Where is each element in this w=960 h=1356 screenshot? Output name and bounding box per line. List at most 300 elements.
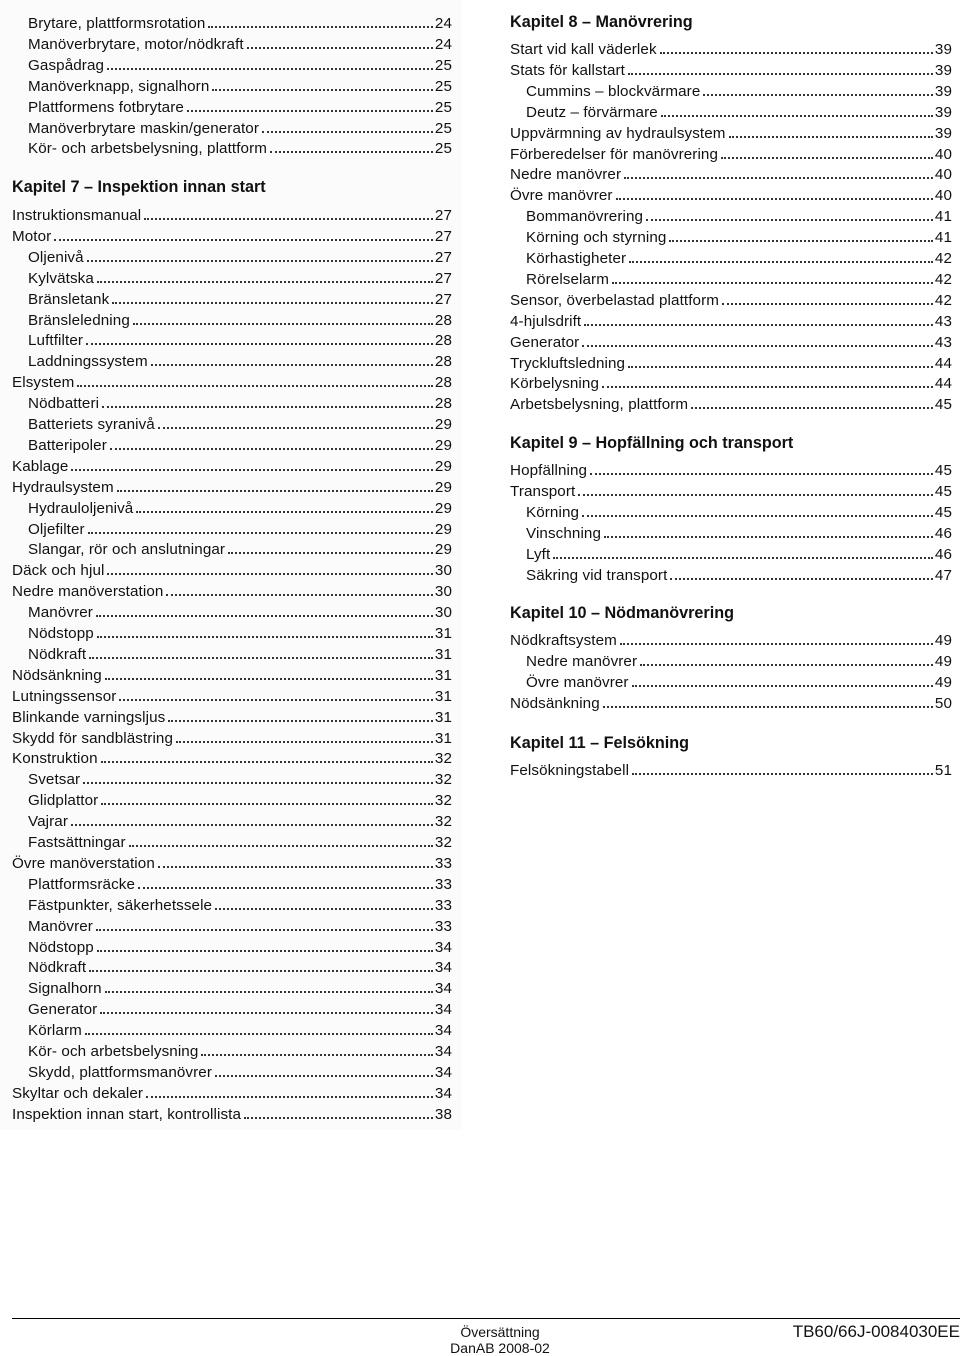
toc-entry: [12, 496, 452, 517]
toc-leader-dots: [176, 741, 433, 743]
toc-entry-title: Hydrauloljenivå: [28, 499, 134, 517]
toc-leader-dots: [616, 198, 933, 200]
toc-leader-dots: [632, 773, 933, 775]
toc-entry-page-number: 33: [434, 896, 452, 914]
toc-entry: [12, 537, 452, 558]
toc-leader-dots: [624, 177, 933, 179]
toc-entry: [12, 287, 452, 308]
toc-entry-page-number: 30: [434, 562, 452, 580]
toc-entry-title: Nedre manövrer: [510, 166, 622, 184]
toc-entry-title: Arbetsbelysning, plattform: [510, 396, 689, 414]
toc-entry-page-number: 31: [434, 625, 452, 642]
toc-entry-title: Laddningssystem: [28, 353, 148, 371]
toc-entry: [12, 433, 452, 454]
toc-entry-page-number: 27: [434, 248, 452, 266]
toc-entry: [510, 288, 952, 309]
toc-entry-page-number: 28: [434, 374, 452, 392]
toc-entry-page-number: 31: [434, 708, 452, 726]
toc-leader-dots: [54, 239, 433, 241]
toc-entry: [12, 116, 452, 137]
toc-entry-title: Stats för kallstart: [510, 61, 625, 79]
toc-leader-dots: [722, 303, 933, 305]
toc-leader-dots: [669, 240, 932, 242]
toc-entry: [12, 830, 452, 851]
toc-leader-dots: [603, 706, 933, 708]
toc-entry: [12, 11, 452, 32]
toc-entry-title: Skyltar och dekaler: [12, 1084, 144, 1102]
toc-leader-dots: [604, 536, 933, 538]
toc-leader-dots: [590, 473, 933, 475]
toc-leader-dots: [83, 782, 433, 784]
toc-entry-page-number: 25: [434, 98, 452, 116]
toc-entry-title: Hydraulsystem: [12, 478, 114, 496]
toc-entry-page-number: 39: [934, 103, 952, 121]
toc-entry-page-number: 25: [434, 119, 452, 137]
toc-entry-page-number: 49: [934, 632, 952, 649]
toc-entry-page-number: 25: [434, 140, 452, 158]
toc-entry-page-number: 42: [934, 270, 952, 288]
toc-leader-dots: [208, 26, 432, 28]
toc-entry-page-number: 28: [434, 332, 452, 350]
toc-entry-title: Svetsar: [28, 771, 81, 789]
toc-entry: [12, 1102, 452, 1123]
toc-leader-dots: [136, 511, 433, 513]
toc-leader-dots: [96, 615, 433, 617]
toc-entry: [12, 349, 452, 370]
toc-entry-page-number: 42: [934, 291, 952, 309]
toc-entry-title: Batteripoler: [28, 436, 107, 454]
toc-entry-title: Manöverbrytare maskin/generator: [28, 119, 260, 137]
toc-leader-dots: [262, 131, 433, 133]
toc-entry-page-number: 32: [434, 834, 452, 851]
toc-entry: [12, 517, 452, 538]
toc-leader-dots: [168, 720, 433, 722]
toc-entry-page-number: 38: [434, 1105, 452, 1123]
toc-leader-dots: [89, 970, 433, 972]
toc-entry-title: Nödkraftsystem: [510, 632, 617, 649]
toc-leader-dots: [553, 557, 933, 559]
toc-entry-page-number: 31: [434, 729, 452, 747]
toc-entry: [510, 628, 952, 649]
toc-entry-page-number: 41: [934, 229, 952, 247]
toc-leader-dots: [102, 406, 433, 408]
footer-divider: [12, 1318, 960, 1319]
toc-leader-dots: [670, 578, 933, 580]
toc-entry: [12, 1060, 452, 1081]
toc-entry: [510, 309, 952, 330]
toc-entry-title: Slangar, rör och anslutningar: [28, 541, 226, 559]
toc-leader-dots: [602, 386, 933, 388]
toc-entry-page-number: 34: [434, 959, 452, 977]
toc-entry-title: Elsystem: [12, 374, 75, 392]
toc-entry-title: Deutz – förvärmare: [526, 103, 658, 121]
toc-leader-dots: [112, 302, 433, 304]
toc-leader-dots: [629, 261, 933, 263]
toc-leader-dots: [640, 664, 933, 666]
toc-entry-page-number: 47: [934, 566, 952, 584]
toc-entry-page-number: 45: [934, 482, 952, 500]
toc-leader-dots: [71, 824, 433, 826]
toc-leader-dots: [660, 52, 933, 54]
toc-leader-dots: [187, 110, 433, 112]
toc-leader-dots: [158, 866, 433, 868]
toc-entry-page-number: 33: [434, 875, 452, 893]
toc-leader-dots: [107, 573, 432, 575]
toc-entry: [12, 851, 452, 872]
toc-entry: [12, 308, 452, 329]
toc-entry-title: Övre manöverstation: [12, 854, 155, 872]
toc-entry: [12, 1039, 452, 1060]
toc-entry-page-number: 29: [434, 457, 452, 475]
toc-entry: [12, 558, 452, 579]
toc-leader-dots: [628, 366, 933, 368]
toc-entry-title: Fästpunkter, säkerhetssele: [28, 896, 213, 914]
toc-entry-title: Körbelysning: [510, 375, 600, 393]
toc-entry-title: Start vid kall väderlek: [510, 41, 657, 58]
toc-entry-title: Nedre manöverstation: [12, 583, 164, 601]
toc-entry-page-number: 34: [434, 1043, 452, 1060]
toc-leader-dots: [628, 73, 933, 75]
toc-entry: [510, 100, 952, 121]
toc-entry-title: Motor: [12, 227, 52, 245]
toc-entry-title: Transport: [510, 482, 576, 500]
toc-entry: [510, 371, 952, 392]
toc-entry: [12, 621, 452, 642]
toc-entry-page-number: 29: [434, 416, 452, 433]
toc-leader-dots: [101, 761, 433, 763]
chapter-11-heading: Kapitel 11 – Felsökning: [510, 734, 690, 752]
toc-entry-title: Körning och styrning: [526, 229, 667, 247]
toc-entry-title: Övre manövrer: [526, 673, 629, 691]
toc-leader-dots: [620, 643, 933, 645]
toc-leader-dots: [729, 136, 933, 138]
toc-entry-title: Plattformsräcke: [28, 875, 135, 893]
toc-entry: [12, 53, 452, 74]
toc-entry: [12, 370, 452, 391]
toc-entry: [12, 726, 452, 747]
toc-entry-title: Förberedelser för manövrering: [510, 145, 719, 163]
toc-entry-page-number: 27: [434, 227, 452, 245]
toc-entry: [510, 563, 952, 584]
toc-leader-dots: [101, 803, 433, 805]
toc-entry-title: Kör- och arbetsbelysning: [28, 1043, 199, 1060]
toc-entry: [12, 1081, 452, 1102]
toc-entry: [12, 955, 452, 976]
toc-leader-dots: [85, 1033, 433, 1035]
toc-leader-dots: [244, 1117, 433, 1119]
toc-entry-title: Övre manövrer: [510, 187, 613, 205]
toc-entry-page-number: 46: [934, 524, 952, 542]
toc-entry-page-number: 24: [434, 35, 452, 53]
toc-entry-title: Batteriets syranivå: [28, 416, 155, 433]
toc-leader-dots: [578, 494, 933, 496]
toc-leader-dots: [100, 1012, 433, 1014]
toc-leader-dots: [201, 1054, 433, 1056]
toc-entry-title: Vinschning: [526, 524, 602, 542]
toc-entry-page-number: 43: [934, 312, 952, 330]
toc-entry-title: Generator: [28, 1001, 98, 1019]
toc-entry: [510, 246, 952, 267]
toc-leader-dots: [119, 699, 433, 701]
toc-entry-page-number: 28: [434, 311, 452, 329]
toc-entry: [510, 542, 952, 563]
toc-entry-title: Felsökningstabell: [510, 762, 630, 779]
toc-leader-dots: [584, 324, 933, 326]
toc-entry-title: Bränsleledning: [28, 311, 130, 329]
toc-entry-page-number: 39: [934, 82, 952, 100]
toc-entry-title: Nedre manövrer: [526, 652, 638, 670]
toc-entry: [12, 600, 452, 621]
toc-entry: [12, 684, 452, 705]
toc-entry-page-number: 27: [434, 207, 452, 224]
toc-entry-page-number: 34: [434, 1001, 452, 1019]
toc-leader-dots: [721, 157, 933, 159]
toc-entry: [510, 204, 952, 225]
toc-leader-dots: [144, 218, 433, 220]
toc-leader-dots: [86, 343, 433, 345]
toc-entry-page-number: 30: [434, 604, 452, 622]
toc-entry: [12, 893, 452, 914]
toc-entry: [12, 412, 452, 433]
toc-entry-page-number: 34: [434, 980, 452, 998]
toc-entry: [12, 746, 452, 767]
toc-entry-title: Tryckluftsledning: [510, 354, 626, 372]
toc-entry-title: Kör- och arbetsbelysning, plattform: [28, 140, 268, 158]
toc-entry-title: Nödsänkning: [510, 694, 600, 712]
toc-leader-dots: [97, 636, 433, 638]
toc-entry-page-number: 24: [434, 15, 452, 32]
toc-entry: [510, 142, 952, 163]
toc-entry: [12, 663, 452, 684]
toc-entry: [510, 267, 952, 288]
toc-entry-title: Oljefilter: [28, 520, 85, 538]
toc-entry-page-number: 45: [934, 462, 952, 479]
toc-entry-title: Gaspådrag: [28, 56, 105, 74]
toc-entry-page-number: 32: [434, 771, 452, 789]
toc-entry-page-number: 33: [434, 854, 452, 872]
toc-entry-page-number: 50: [934, 694, 952, 712]
toc-entry-page-number: 41: [934, 208, 952, 226]
toc-leader-dots: [110, 448, 433, 450]
toc-entry-title: Signalhorn: [28, 980, 102, 998]
toc-leader-dots: [703, 94, 933, 96]
footer-translation-label: Översättning: [460, 1324, 540, 1340]
toc-entry: [510, 121, 952, 142]
toc-entry: [12, 136, 452, 157]
chapter-10-heading: Kapitel 10 – Nödmanövrering: [510, 604, 734, 622]
toc-entry: [510, 183, 952, 204]
toc-entry: [510, 58, 952, 79]
toc-entry: [510, 330, 952, 351]
toc-entry: [12, 74, 452, 95]
toc-entry-page-number: 39: [934, 61, 952, 79]
toc-entry: [12, 872, 452, 893]
toc-entry-title: Plattformens fotbrytare: [28, 98, 184, 116]
toc-entry-title: Oljenivå: [28, 248, 84, 266]
toc-entry-page-number: 49: [934, 673, 952, 691]
toc-entry-page-number: 28: [434, 353, 452, 371]
toc-entry-page-number: 51: [934, 762, 952, 779]
toc-entry-page-number: 34: [434, 938, 452, 956]
toc-entry-title: Fastsättningar: [28, 834, 126, 851]
toc-entry-title: Körlarm: [28, 1022, 82, 1040]
toc-entry-title: Körhastigheter: [526, 250, 627, 267]
toc-entry-title: Manövrer: [28, 604, 93, 622]
toc-entry: [12, 475, 452, 496]
toc-entry-page-number: 33: [434, 917, 452, 935]
toc-entry: [12, 454, 452, 475]
toc-entry-page-number: 29: [434, 478, 452, 496]
toc-entry: [510, 225, 952, 246]
toc-entry-page-number: 25: [434, 77, 452, 95]
toc-leader-dots: [96, 929, 433, 931]
toc-entry: [12, 705, 452, 726]
toc-entry: [12, 642, 452, 663]
toc-entry-title: Instruktionsmanual: [12, 207, 142, 224]
toc-entry-page-number: 46: [934, 545, 952, 563]
chapter-8-heading: Kapitel 8 – Manövrering: [510, 13, 693, 31]
toc-leader-dots: [212, 89, 433, 91]
toc-leader-dots: [582, 515, 933, 517]
toc-entry-title: Manövrer: [28, 917, 93, 935]
toc-leader-dots: [270, 151, 433, 153]
toc-entry-title: Sensor, överbelastad plattform: [510, 291, 719, 309]
toc-entry: [510, 758, 952, 779]
toc-leader-dots: [215, 908, 433, 910]
toc-entry: [510, 691, 952, 712]
toc-entry-title: Säkring vid transport: [526, 566, 668, 584]
toc-entry-title: Kylvätska: [28, 269, 94, 287]
toc-entry-title: Bommanövrering: [526, 208, 644, 226]
toc-entry-title: 4-hjulsdrift: [510, 312, 582, 330]
toc-entry: [510, 458, 952, 479]
toc-entry-page-number: 44: [934, 354, 952, 372]
toc-entry: [12, 391, 452, 412]
toc-entry: [12, 224, 452, 245]
toc-entry-page-number: 42: [934, 250, 952, 267]
toc-leader-dots: [166, 594, 432, 596]
chapter-7-heading: Kapitel 7 – Inspektion innan start: [12, 178, 266, 196]
toc-entry-title: Lyft: [526, 545, 551, 563]
toc-entry: [12, 767, 452, 788]
toc-entry-page-number: 25: [434, 56, 452, 74]
toc-entry-title: Inspektion innan start, kontrollista: [12, 1105, 242, 1123]
toc-entry-title: Generator: [510, 333, 580, 351]
toc-leader-dots: [129, 845, 433, 847]
toc-entry-title: Hopfällning: [510, 462, 588, 479]
toc-entry-page-number: 27: [434, 290, 452, 308]
toc-entry: [510, 37, 952, 58]
toc-entry: [510, 670, 952, 691]
toc-leader-dots: [88, 532, 433, 534]
toc-leader-dots: [646, 219, 933, 221]
toc-entry-page-number: 29: [434, 520, 452, 538]
toc-leader-dots: [151, 364, 433, 366]
toc-entry-page-number: 32: [434, 792, 452, 810]
toc-entry: [510, 500, 952, 521]
toc-entry-title: Blinkande varningsljus: [12, 708, 166, 726]
toc-entry-title: Nödkraft: [28, 645, 87, 663]
toc-entry: [12, 935, 452, 956]
toc-entry-title: Nödsänkning: [12, 666, 102, 684]
toc-leader-dots: [158, 427, 433, 429]
toc-entry: [12, 997, 452, 1018]
toc-leader-dots: [632, 685, 933, 687]
toc-leader-dots: [87, 260, 433, 262]
toc-leader-dots: [117, 490, 433, 492]
toc-entry: [12, 95, 452, 116]
toc-leader-dots: [215, 1075, 433, 1077]
toc-entry-page-number: 40: [934, 145, 952, 163]
toc-entry: [12, 245, 452, 266]
toc-entry: [12, 579, 452, 600]
toc-entry-page-number: 28: [434, 395, 452, 413]
toc-entry-page-number: 30: [434, 583, 452, 601]
toc-entry-title: Brytare, plattformsrotation: [28, 15, 206, 32]
toc-entry-page-number: 32: [434, 813, 452, 831]
toc-entry: [12, 914, 452, 935]
toc-entry-title: Rörelselarm: [526, 270, 609, 288]
toc-entry-page-number: 40: [934, 187, 952, 205]
toc-entry: [12, 328, 452, 349]
toc-entry-title: Däck och hjul: [12, 562, 105, 580]
toc-entry-page-number: 45: [934, 503, 952, 521]
toc-entry-page-number: 34: [434, 1084, 452, 1102]
toc-entry: [510, 479, 952, 500]
toc-entry-page-number: 49: [934, 652, 952, 670]
toc-entry-page-number: 43: [934, 333, 952, 351]
toc-entry-page-number: 29: [434, 541, 452, 559]
toc-entry-title: Körning: [526, 503, 580, 521]
toc-entry: [510, 649, 952, 670]
toc-leader-dots: [133, 323, 433, 325]
toc-entry-page-number: 45: [934, 396, 952, 414]
toc-entry-title: Kablage: [12, 457, 69, 475]
toc-entry-title: Konstruktion: [12, 750, 98, 768]
toc-entry-page-number: 31: [434, 645, 452, 663]
toc-entry-title: Vajrar: [28, 813, 68, 831]
toc-leader-dots: [89, 657, 433, 659]
toc-leader-dots: [146, 1096, 433, 1098]
footer-translator-date: DanAB 2008-02: [450, 1340, 550, 1356]
toc-entry-page-number: 31: [434, 666, 452, 684]
toc-entry-page-number: 29: [434, 436, 452, 454]
toc-entry: [12, 203, 452, 224]
toc-entry: [510, 162, 952, 183]
toc-leader-dots: [105, 678, 433, 680]
toc-entry: [12, 32, 452, 53]
toc-entry: [12, 1018, 452, 1039]
toc-entry-page-number: 29: [434, 499, 452, 517]
toc-leader-dots: [582, 345, 933, 347]
toc-entry-title: Nödkraft: [28, 959, 87, 977]
toc-entry-page-number: 31: [434, 687, 452, 705]
toc-entry-page-number: 39: [934, 124, 952, 142]
toc-entry-title: Skydd för sandblästring: [12, 729, 174, 747]
toc-leader-dots: [97, 950, 433, 952]
toc-leader-dots: [247, 47, 433, 49]
toc-entry-title: Luftfilter: [28, 332, 84, 350]
toc-entry-page-number: 32: [434, 750, 452, 768]
toc-leader-dots: [107, 68, 433, 70]
toc-leader-dots: [691, 407, 933, 409]
toc-leader-dots: [612, 282, 933, 284]
toc-leader-dots: [661, 115, 933, 117]
toc-leader-dots: [77, 385, 433, 387]
toc-entry: [510, 392, 952, 413]
toc-entry: [12, 788, 452, 809]
toc-entry-page-number: 34: [434, 1063, 452, 1081]
